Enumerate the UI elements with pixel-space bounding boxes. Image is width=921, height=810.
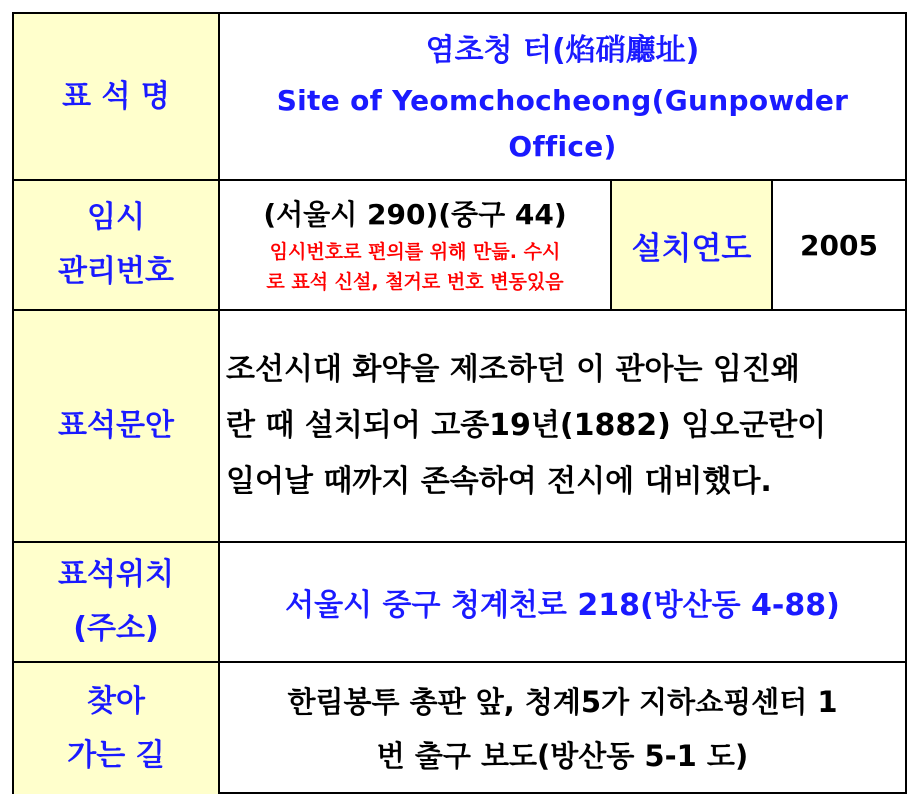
inscription-line1: 조선시대 화약을 제조하던 이 관아는 임진왜 — [226, 352, 800, 387]
management-number-text: (서울시 290)(중구 44) — [263, 198, 567, 231]
row-inscription — [14, 311, 905, 543]
label-location-line2: (주소) — [73, 611, 159, 646]
label-install-year-text: 설치연도 — [631, 230, 752, 267]
inscription-line3: 일어날 때까지 존속하여 전시에 대비했다. — [226, 464, 772, 499]
label-monument-name — [14, 14, 220, 179]
value-install-year — [773, 181, 905, 309]
row-management-number — [14, 181, 905, 311]
inscription-line2: 란 때 설치되어 고종19년(1882) 임오군란이 — [226, 408, 827, 443]
label-inscription — [14, 311, 220, 541]
value-monument-name — [220, 14, 905, 179]
value-management-number — [220, 181, 612, 309]
label-monument-name-text: 표 석 명 — [62, 78, 170, 114]
label-inscription-text: 표석문안 — [58, 408, 174, 443]
install-year-text: 2005 — [800, 228, 878, 262]
label-management-number — [14, 181, 220, 309]
label-install-year — [612, 181, 773, 309]
management-number-note-line2: 로 표석 신설, 철거로 번호 변동있음 — [266, 271, 564, 293]
directions-line2: 번 출구 보도(방산동 5-1 도) — [376, 738, 749, 773]
label-management-number-line2: 관리번호 — [58, 254, 174, 289]
management-number-note-line1: 임시번호로 편의를 위해 만듦. 수시 — [269, 241, 561, 263]
label-directions-line1: 찾아 — [87, 683, 145, 719]
value-location — [220, 543, 905, 661]
location-address: 서울시 중구 청계천로 218(방산동 4-88) — [285, 588, 840, 623]
label-directions — [14, 663, 220, 794]
value-inscription — [220, 311, 905, 541]
label-location-line1: 표석위치 — [58, 557, 174, 592]
label-management-number-line1: 임시 — [87, 200, 145, 235]
label-location — [14, 543, 220, 661]
monument-info-table — [12, 12, 907, 794]
value-directions — [220, 663, 905, 794]
row-monument-name — [14, 14, 905, 181]
label-directions-line2: 가는 길 — [67, 737, 165, 773]
row-directions — [14, 663, 905, 794]
row-location — [14, 543, 905, 663]
directions-line1: 한림봉투 총판 앞, 청계5가 지하쇼핑센터 1 — [287, 684, 838, 719]
monument-title-korean: 염초청 터(焰硝廳址) — [425, 32, 700, 68]
monument-title-english: Site of Yeomchocheong(Gunpowder Office) — [276, 83, 849, 163]
